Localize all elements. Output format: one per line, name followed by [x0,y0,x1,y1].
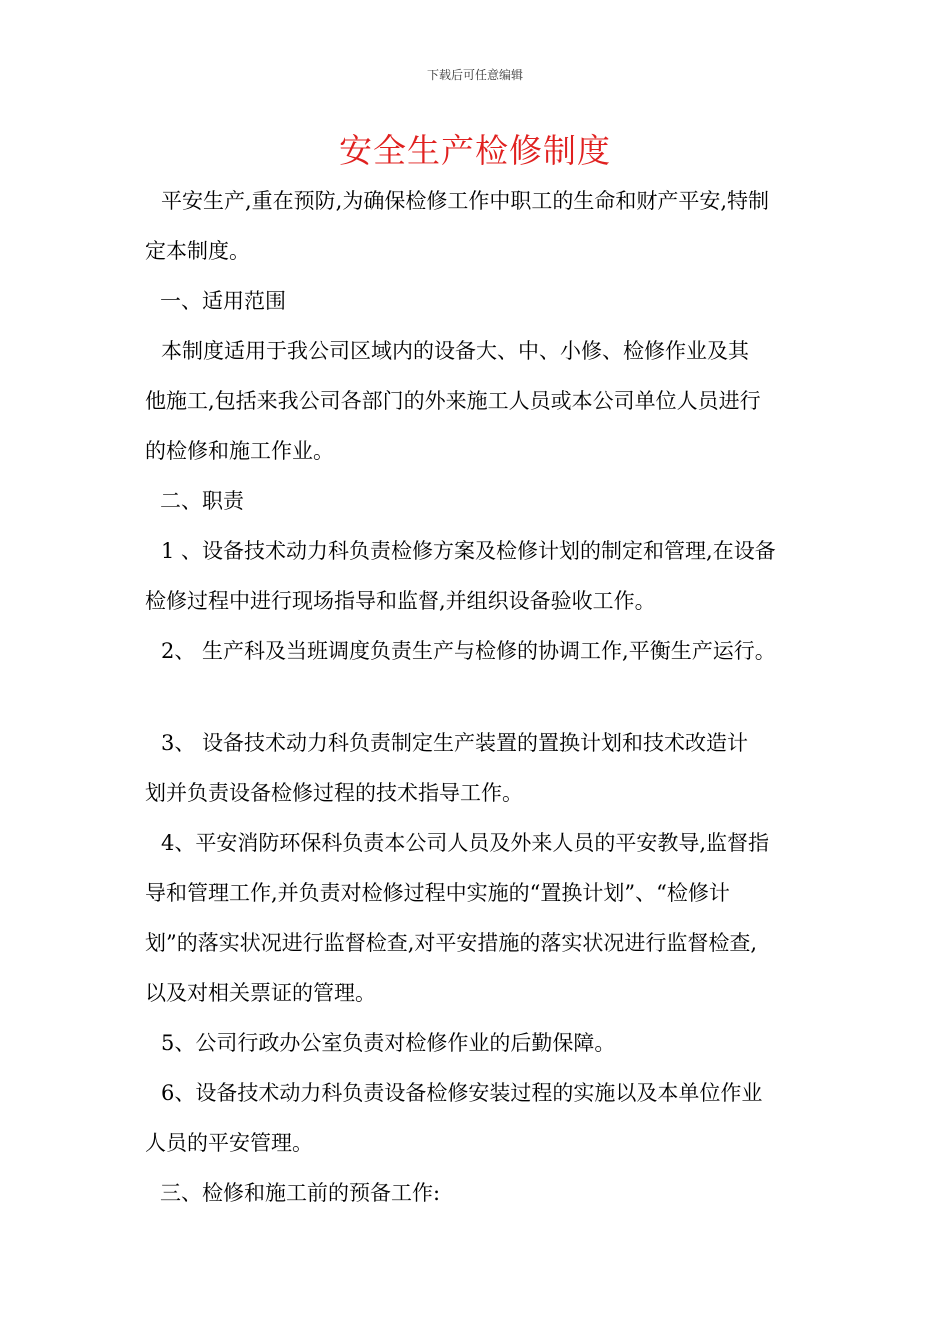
list-item: 2、 生产科及当班调度负责生产与检修的协调工作,平衡生产运行。 [161,639,776,663]
paragraph-line: 检修过程中进行现场指导和监督,并组织设备验收工作。 [145,589,656,613]
list-item: 6、设备技术动力科负责设备检修安装过程的实施以及本单位作业 [161,1081,763,1105]
paragraph-line: 导和管理工作,并负责对检修过程中实施的“置换计划”、“检修计 [145,881,730,905]
document-title: 安全生产检修制度 [339,131,611,170]
paragraph-line: 平安生产,重在预防,为确保检修工作中职工的生命和财产平安,特制 [161,189,770,213]
blank-gap [145,676,815,718]
section-heading: 三、检修和施工前的预备工作: [160,1181,441,1205]
paragraph-line: 本制度适用于我公司区域内的设备大、中、小修、检修作业及其 [161,339,749,363]
section-heading: 二、职责 [160,489,244,513]
list-item: 4、平安消防环保科负责本公司人员及外来人员的平安教导,监督指 [161,831,770,855]
list-item: 3、 设备技术动力科负责制定生产装置的置换计划和技术改造计 [161,731,749,755]
list-item: 5、公司行政办公室负责对检修作业的后勤保障。 [161,1031,616,1055]
paragraph-line: 他施工,包括来我公司各部门的外来施工人员或本公司单位人员进行 [145,389,761,413]
paragraph-line: 以及对相关票证的管理。 [145,981,376,1005]
header-note: 下载后可任意编辑 [426,68,523,82]
paragraph-line: 划”的落实状况进行监督检查,对平安措施的落实状况进行监督检查, [145,931,758,955]
paragraph-line: 定本制度。 [145,239,250,263]
paragraph-line: 划并负责设备检修过程的技术指导工作。 [145,781,523,805]
section-heading: 一、适用范围 [160,289,286,313]
paragraph-line: 人员的平安管理。 [145,1131,313,1155]
list-item: 1 、设备技术动力科负责检修方案及检修计划的制定和管理,在设备 [161,539,776,563]
document-body [145,176,815,1218]
paragraph-line: 的检修和施工作业。 [145,439,334,463]
